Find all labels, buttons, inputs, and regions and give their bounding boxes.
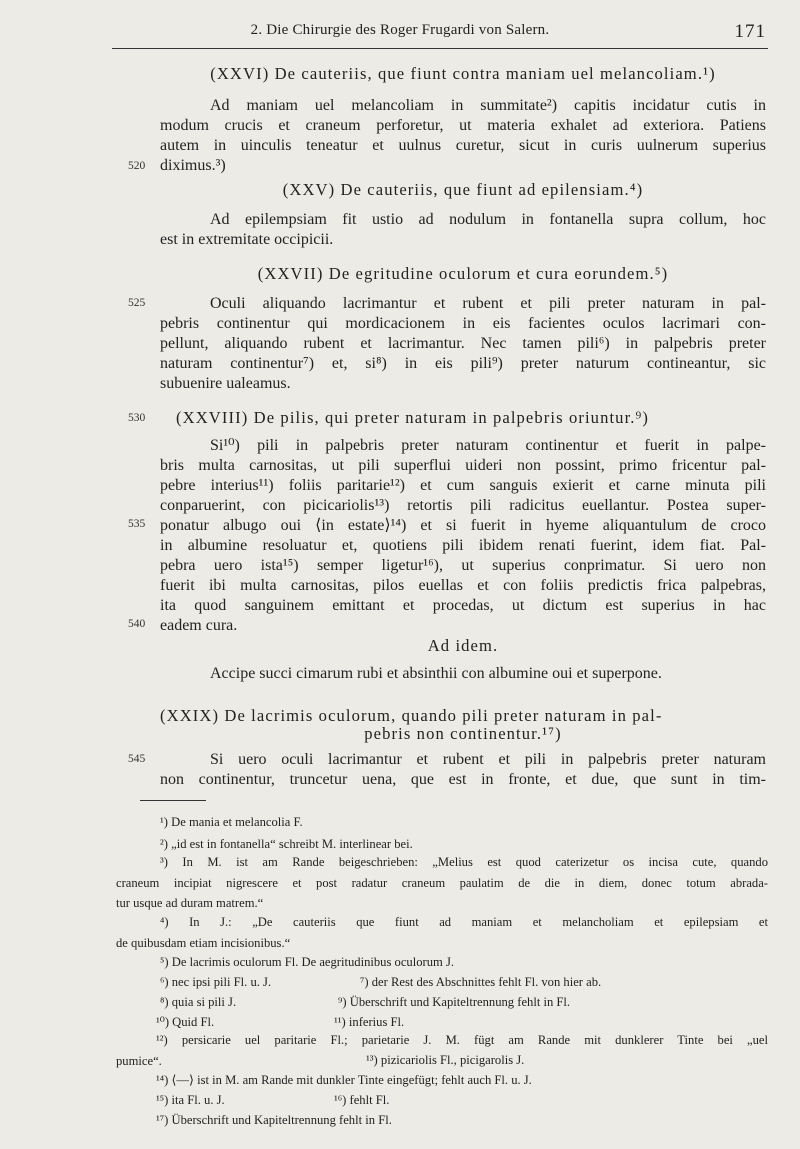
footnote-6: ⁶) nec ipsi pili Fl. u. J.	[160, 975, 272, 989]
text-line: Oculi aliquando lacrimantur et rubent et pili preter naturam in pal-	[210, 295, 766, 312]
line-number: 535	[128, 518, 146, 530]
section-text-xxviii	[160, 436, 766, 636]
text-line: Si¹⁰) pili in palpebris preter naturam continentur et fuerit in palpe-	[210, 437, 766, 454]
footnote-4	[116, 912, 768, 953]
text-line: Accipe succi cimarum rubi et absinthii con albumine oui et superpone.	[210, 665, 662, 682]
text-line: Ad epilempsiam fit ustio ad nodulum in fontanella supra collum, hoc	[210, 211, 766, 228]
page-header	[112, 20, 768, 49]
text-line: pebris continentur qui mordicacionem in eis facientes oculos lacrimari con-	[160, 315, 766, 332]
footnote-line: ¹²) persicarie uel paritarie Fl.; parietarie J. M. fügt am Rande mit dunklerer Tinte bei „uel	[156, 1033, 768, 1047]
text-line: in albumine resoluatur et, quotiens pili ibidem renati fuerint, idem fiat. Pal-	[160, 537, 766, 554]
line-number: 540	[128, 618, 146, 630]
text-line: pebre interius¹¹) foliis paritarie¹²) et cum sanguis exierit et carne minuta pili	[160, 477, 766, 494]
text-line: ponatur albugo oui ⟨in estate⟩¹⁴) et si fuerit in hyeme aliquantulum de croco	[160, 517, 766, 534]
footnote-11: ¹¹) inferius Fl.	[334, 1015, 405, 1029]
text-line: pebra uero ista¹⁵) semper ligetur¹⁶), ut superius conprimatur. Si uero non	[160, 557, 766, 574]
text-line: autem in uinculis teneatur et uulnus curetur, sicut in curis uulnerum superius	[160, 137, 766, 154]
text-line: Si uero oculi lacrimantur et rubent et pili in palpebris preter naturam	[210, 751, 766, 768]
line-number: 520	[128, 160, 146, 172]
section-text-xxvi	[160, 96, 766, 176]
footnote-row-8-9	[160, 992, 760, 1013]
text-line: naturam continentur⁷) et, si⁸) in eis pili⁹) preter naturum contineantur, sic	[160, 355, 766, 372]
section-text-ad-idem	[160, 664, 766, 684]
footnote-8: ⁸) quia si pili J.	[160, 995, 237, 1009]
footnote-line: pumice“.	[116, 1053, 162, 1068]
section-text-xxix	[160, 750, 766, 790]
text-line: fuerit ibi multa carnositas, pilos euellas et con foliis predictis frica palpebras,	[160, 577, 766, 594]
footnote-separator	[140, 800, 206, 801]
text-line: ita quod sanguinem emittant et procedas, ut dictum est superius in hac	[160, 597, 766, 614]
page-number: 171	[734, 21, 766, 42]
text-line: Ad maniam uel melancoliam in summitate²) capitis incidatur cutis in	[210, 97, 766, 114]
section-heading-xxvii: (XXVII) De egritudine oculorum et cura eorundem.⁵)	[257, 264, 669, 283]
footnote-13: ¹³) pizicariolis Fl., picigarolis J.	[366, 1053, 525, 1067]
section-heading-xxix-line2: pebris non continentur.¹⁷)	[364, 724, 562, 743]
text-line: subuenire ualeamus.	[160, 375, 291, 392]
footnote-17: ¹⁷) Überschrift und Kapiteltrennung fehlt in Fl.	[156, 1113, 392, 1127]
footnote-line: ³) In M. ist am Rande beigeschrieben: „Melius est quod caterizetur os incisa cute, quando	[160, 855, 768, 869]
section-text-xxv	[160, 210, 766, 250]
section-heading-xxvi: (XXVI) De cauteriis, que fiunt contra maniam uel melancoliam.¹)	[210, 64, 716, 83]
footnote-2: ²) „id est in fontanella“ schreibt M. interlinear bei.	[160, 837, 413, 851]
footnote-15: ¹⁵) ita Fl. u. J.	[156, 1093, 225, 1107]
footnote-5: ⁵) De lacrimis oculorum Fl. De aegritudinibus oculorum J.	[160, 955, 454, 969]
line-number: 530	[128, 412, 146, 424]
footnote-14: ¹⁴) ⟨—⟩ ist in M. am Rande mit dunkler Tinte eingefügt; fehlt auch Fl. u. J.	[156, 1073, 532, 1087]
running-title: 2. Die Chirurgie des Roger Frugardi von Salern.	[250, 22, 550, 38]
footnote-1: ¹) De mania et melancolia F.	[160, 815, 303, 829]
text-line: modum crucis et craneum perforetur, ut materia exhalet ad exteriora. Patiens	[160, 117, 766, 134]
text-line: pellunt, aliquando rubent et lacrimantur. Nec tamen pili⁶) in palpebris preter	[160, 335, 766, 352]
text-line: conparuerint, con picicariolis¹³) retortis pili radicitus euellantur. Postea super-	[160, 497, 766, 514]
section-heading-xxv: (XXV) De cauteriis, que fiunt ad epilensiam.⁴)	[282, 180, 644, 199]
text-line: bris multa carnositas, ut pili superflui uideri non possint, primo fricentur pal-	[160, 457, 766, 474]
footnote-row-15-16	[156, 1090, 756, 1111]
footnote-7: ⁷) der Rest des Abschnittes fehlt Fl. von hier ab.	[360, 975, 602, 989]
section-heading-xxix-line1: (XXIX) De lacrimis oculorum, quando pili preter naturam in pal-	[160, 706, 663, 725]
footnote-10: ¹⁰) Quid Fl.	[156, 1015, 215, 1029]
footnote-line: de quibusdam etiam incisionibus.“	[116, 935, 291, 950]
section-text-xxvii	[160, 294, 766, 394]
footnote-row-6-7	[160, 972, 760, 993]
section-heading-ad-idem: Ad idem.	[427, 636, 499, 655]
footnote-9: ⁹) Überschrift und Kapiteltrennung fehlt in Fl.	[338, 995, 571, 1009]
footnote-line: tur usque ad duram matrem.“	[116, 896, 264, 910]
section-heading-xxviii: (XXVIII) De pilis, qui preter naturam in palpebris oriuntur.⁹)	[176, 408, 650, 427]
footnote-line: ⁴) In J.: „De cauteriis que fiunt ad maniam et melancholiam et epilepsiam et	[160, 915, 768, 929]
footnote-3	[116, 852, 768, 914]
text-line: non continentur, truncetur uena, que est in fronte, et due, que sunt in tim-	[160, 771, 766, 788]
text-line: diximus.³)	[160, 157, 226, 174]
line-number: 525	[128, 297, 146, 309]
line-number: 545	[128, 753, 146, 765]
text-line: est in extremitate occipicii.	[160, 231, 334, 248]
text-line: eadem cura.	[160, 617, 238, 634]
footnote-16: ¹⁶) fehlt Fl.	[334, 1093, 390, 1107]
footnote-line: craneum incipiat nigrescere et post radatur craneum paulatim de die in diem, donec totum abrada-	[116, 875, 768, 890]
